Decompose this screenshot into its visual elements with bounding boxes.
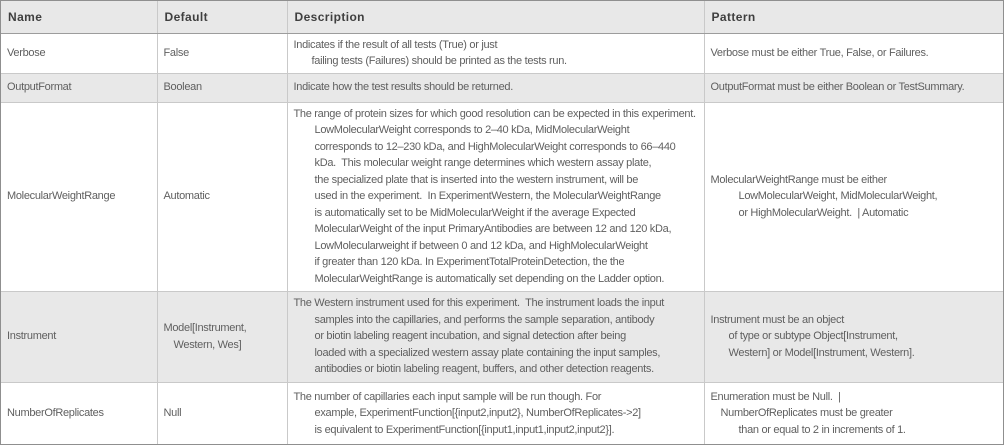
table-header [1,1,1003,33]
table-row [1,291,1003,382]
text-line: Indicate how the test results should be returned. [293,81,513,94]
text-line: used in the experiment. In ExperimentWestern, the MolecularWeightRange [314,190,661,203]
cell-name [1,102,157,291]
text-line: Automatic [163,190,210,203]
options-table-grid [1,1,1003,444]
cell-name [1,291,157,382]
text-line: OutputFormat [7,81,72,94]
text-line: samples into the capillaries, and performs the sample separation, antibody [314,313,655,326]
cell-pattern [704,33,1003,73]
text-line: The number of capillaries each input sample will be run though. For [293,390,602,403]
table-row [1,382,1003,444]
text-line: False [163,46,189,59]
header-row [1,1,1003,33]
table-row [1,73,1003,102]
text-line: Western, Wes] [173,338,242,351]
text-line: NumberOfReplicates [7,407,104,419]
text-line: LowMolecularWeight, MidMolecularWeight, [738,190,938,203]
cell-default [157,73,287,102]
text-line: Western] or Model[Instrument, Western]. [728,346,915,359]
text-line: The Western instrument used for this experiment. The instrument loads the input [293,297,665,310]
text-line: than or equal to 2 in increments of 1. [738,423,906,436]
text-line: antibodies or biotin labeling reagent, buffers, and other detection reagents. [314,363,654,376]
cell-description [287,73,704,102]
cell-description [287,33,704,73]
text-line: NumberOfReplicates must be greater [720,407,893,419]
cell-default [157,102,287,291]
text-line: kDa. This molecular weight range determines which western assay plate, [314,157,652,170]
text-line: Enumeration must be Null. | [710,390,841,403]
text-line: example, ExperimentFunction[{input2,input2}, NumberOfReplicates->2] [314,407,641,419]
text-line: Verbose must be either True, False, or Failures. [710,46,929,59]
text-line: Boolean [163,81,202,94]
cell-pattern [704,102,1003,291]
text-line: Null [163,407,182,419]
text-line: corresponds to 12–230 kDa, and HighMolecularWeight corresponds to 66–440 [314,140,676,153]
text-line: LowMolecularweight if between 0 and 12 kDa, and HighMolecularWeight [314,239,648,252]
text-line: Instrument [7,330,56,343]
cell-name [1,33,157,73]
cell-default [157,382,287,444]
text-line: or biotin labeling reagent incubation, and signal detection after being [314,330,626,343]
text-line: loaded with a specialized western assay plate containing the input samples, [314,346,661,359]
cell-name [1,73,157,102]
cell-name [1,382,157,444]
cell-pattern [704,73,1003,102]
text-line: Verbose [7,46,46,59]
text-line: Instrument must be an object [710,313,844,326]
cell-pattern [704,291,1003,382]
column-header-name: Name [1,1,157,33]
cell-description [287,102,704,291]
cell-description [287,291,704,382]
column-header-description: Description [287,1,704,33]
cell-pattern [704,382,1003,444]
text-line: MolecularWeightRange must be either [710,173,887,186]
text-line: MolecularWeightRange is automatically set depending on the Ladder option. [314,272,665,285]
table-row [1,33,1003,73]
text-line: The range of protein sizes for which good resolution can be expected in this experiment. [293,107,696,120]
table-body [1,33,1003,444]
column-header-default: Default [157,1,287,33]
text-line: Indicates if the result of all tests (True) or just [293,38,498,51]
text-line: of type or subtype Object[Instrument, [728,330,898,343]
text-line: failing tests (Failures) should be printed as the tests run. [311,55,567,67]
text-line: MolecularWeightRange [7,190,116,203]
text-line: OutputFormat must be either Boolean or TestSummary. [710,81,965,94]
text-line: is automatically set to be MidMolecularWeight if the average Expected [314,206,636,219]
text-line: LowMolecularWeight corresponds to 2–40 kDa, MidMolecularWeight [314,124,630,137]
text-line: is equivalent to ExperimentFunction[{input1,input1,input2,input2}]. [314,423,615,436]
cell-description [287,382,704,444]
text-line: MolecularWeight of the input PrimaryAntibodies are between 12 and 120 kDa, [314,223,672,236]
cell-default [157,291,287,382]
text-line: the specialized plate that is inserted into the western instrument, will be [314,173,639,186]
text-line: or HighMolecularWeight. | Automatic [738,206,909,219]
text-line: Model[Instrument, [163,322,247,334]
text-line: if greater than 120 kDa. In ExperimentTotalProteinDetection, the the [314,256,625,269]
table-row [1,102,1003,291]
column-header-pattern: Pattern [704,1,1003,33]
cell-default [157,33,287,73]
